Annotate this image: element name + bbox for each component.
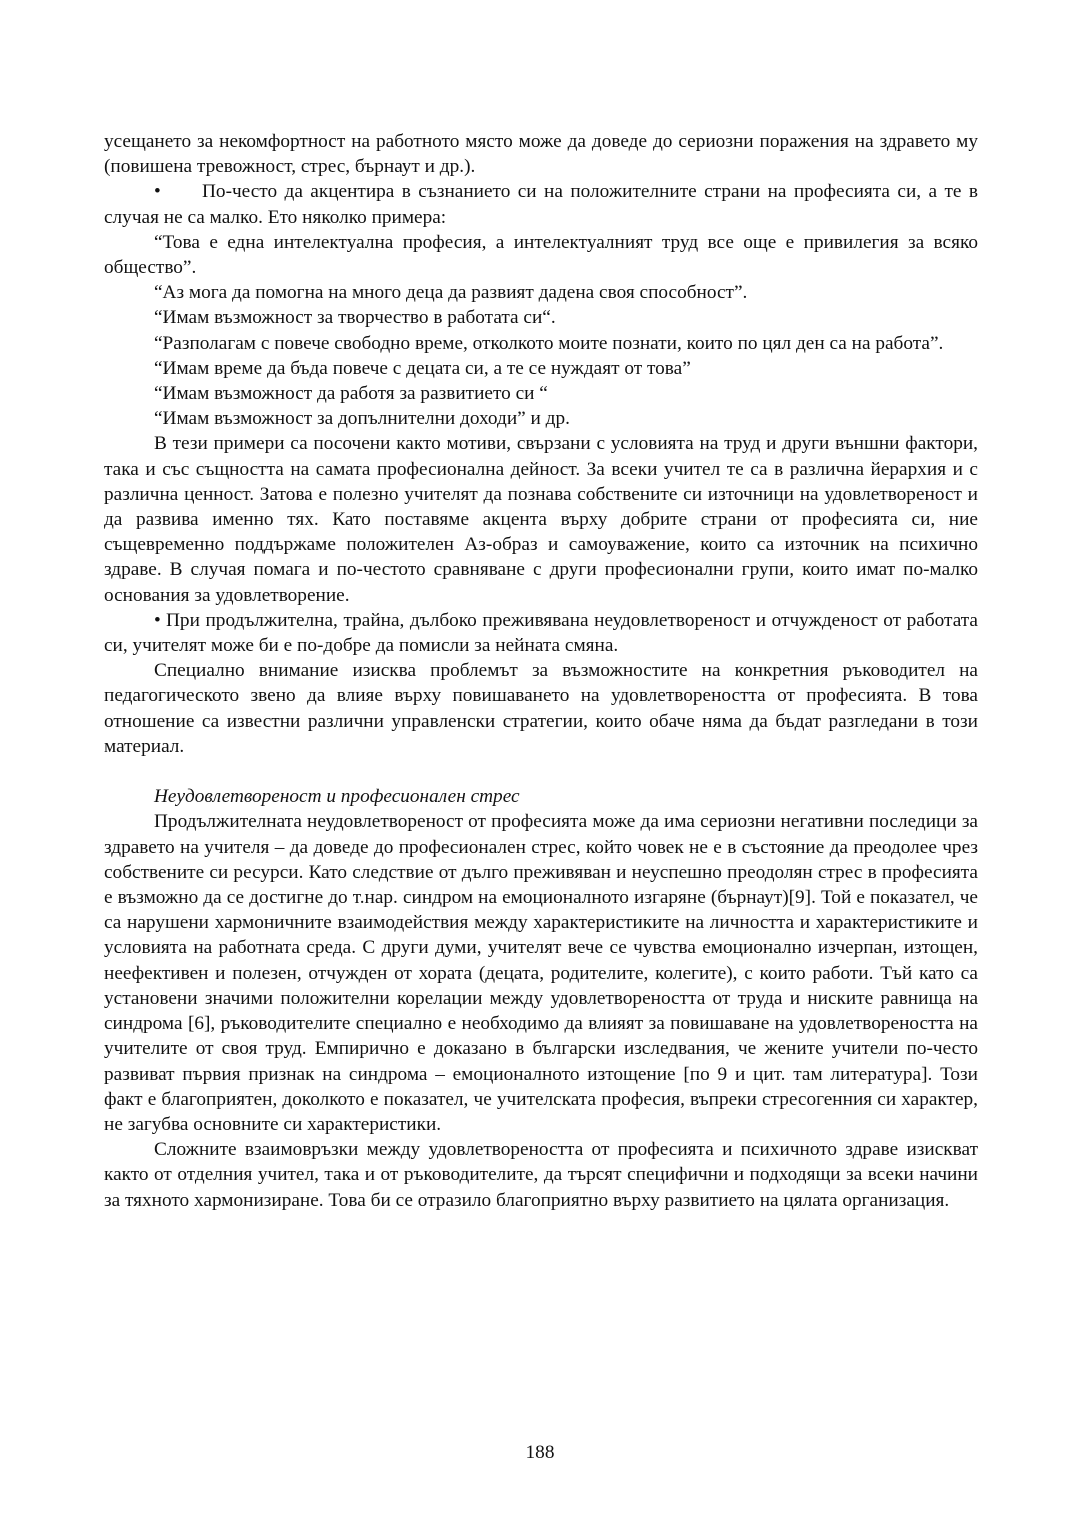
bullet-item-job-change	[104, 608, 978, 658]
quote-time-with-children: “Имам време да бъда повече с децата си, а те се нуждаят от това”	[154, 357, 691, 379]
paragraph-continued: усещането за некомфортност на работното място може да доведе до сериозни поражения на здравето му (повишена тревожност, стрес, бърнаут и др.).	[104, 131, 978, 178]
bullet-icon: •	[154, 181, 161, 203]
quote-additional-income: “Имам възможност за допълнителни доходи” и др.	[154, 408, 570, 430]
bullet-item-positive-sides	[104, 179, 978, 229]
page-number: 188	[525, 1442, 555, 1463]
quote-free-time: “Разполагам с повече свободно време, отколкото моите познати, които по цял ден са на работа”.	[154, 332, 944, 354]
bullet-item-text: По-често да акцентира в съзнанието си на положителните страни на професията си, а те в случая не са малко. Ето няколко примера:	[104, 181, 978, 228]
paragraph-management: Специално внимание изисква проблемът за възможностите на конкретния ръководител на педагогическото звено да влияе върху повишаването на удовлетвореността от професията. В това отношение са известни различни управленски стратегии, които обаче няма да бъдат разгледани в този материал.	[104, 660, 978, 757]
quote-self-development: “Имам възможност да работя за развитието си “	[154, 383, 548, 405]
section-heading: Неудовлетвореност и професионален стрес	[154, 786, 520, 808]
paragraph-motives: В тези примери са посочени както мотиви, свързани с условията на труд и други външни фактори, така и със същността на самата професионална дейност. За всеки учител те са в различна йерархия и с различна ценност. Затова е полезно учителят да познава собствените си източници на удовлетвореност и да развива именно тях. Като поставяме акцента върху добрите страни от професията си, ние същевременно поддържаме положителен Аз-образ и самоуважение, които са източник на психично здраве. В случая помага и по-честото сравняване с други професионални групи, които имат по-малко основания за удовлетворение.	[104, 433, 978, 606]
section-spacer	[104, 759, 978, 784]
quote-help-children: “Аз мога да помогна на много деца да развият дадена своя способност”.	[154, 282, 748, 304]
quote-intellectual-profession: “Това е една интелектуална професия, а интелектуалният труд все още е привилегия за всяко общество”.	[104, 231, 978, 279]
quote-creativity: “Имам възможност за творчество в работата си“.	[154, 307, 556, 329]
bullet-icon: •	[154, 609, 161, 631]
paragraph-conclusion: Сложните взаимовръзки между удовлетвореността от професията и психичното здраве изискват както от отделния учител, така и от ръководителите, да търсят специфични и подходящи за всеки начини за тяхното хармонизиране. Това би се отразило благоприятно върху развитието на цялата организация.	[104, 1139, 978, 1211]
paragraph-professional-stress: Продължителната неудовлетвореност от професията може да има сериозни негативни последици за здравето на учителя – да доведе до професионален стрес, който човек не е в състояние да преодолее чрез собствените си ресурси. Като следствие от дълго преживяван и неуспешно преодолян стрес в професията е възможно да се достигне до т.нар. синдром на емоционалното изгаряне (бърнаут)[9]. Той е показател, че са нарушени хармоничните взаимодействия между характеристиките на личността и характеристиките и условията на работната среда. С други думи, учителят вече се чувства емоционално изчерпан, изтощен, неефективен и полезен, отчужден от хората (децата, родителите, колегите), с които работи. Тъй като са установени значими положителни корелации между удовлетвореността от труда и ниските равнища на синдрома [6], ръководителите специално е необходимо да влияят за повишаване на удовлетвореността на учителите от своя труд. Емпирично е доказано в български изследвания, че жените учители по-често развиват първия признак на синдрома – емоционалното изтощение [по 9 и цит. там литература]. Този факт е благоприятен, доколкото е показател, че учителската професия, въпреки стресогенния си характер, не загубва основните си характеристики.	[104, 811, 978, 1135]
bullet-item-text: При продължителна, трайна, дълбоко преживявана неудовлетвореност и отчужденост от работата си, учителят може би е по-добре да помисли за нейната смяна.	[104, 609, 978, 657]
page-body	[104, 129, 978, 1213]
